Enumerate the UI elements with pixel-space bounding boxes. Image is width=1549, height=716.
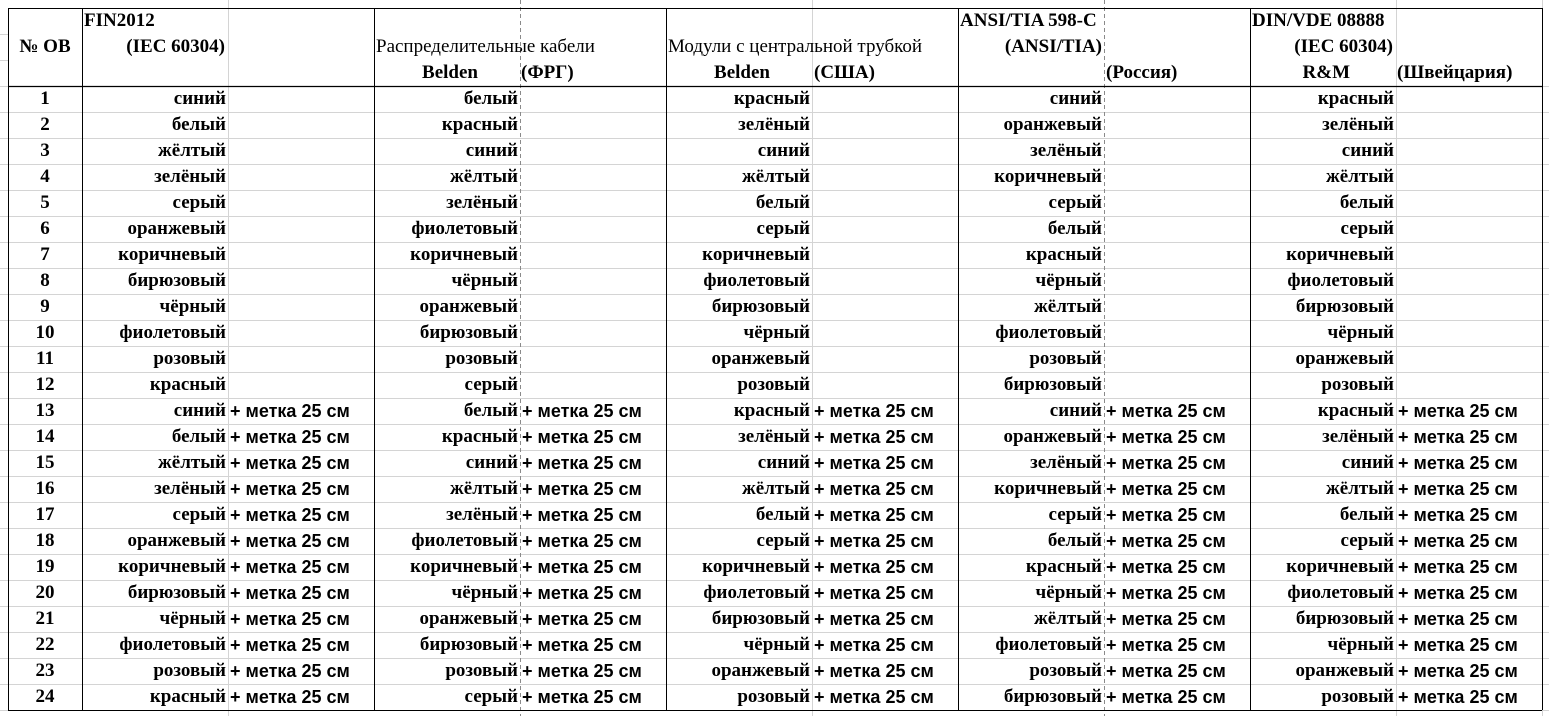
mark-25cm: + метка 25 см [1398, 531, 1518, 551]
fiber-color: чёрный [159, 296, 226, 317]
fiber-color: белый [1339, 504, 1394, 525]
fiber-color: серый [1048, 504, 1102, 525]
fiber-color: розовый [1321, 686, 1394, 707]
mark-25cm: + метка 25 см [814, 453, 934, 473]
fiber-color: бирюзовый [1295, 608, 1394, 629]
fiber-color: синий [173, 88, 226, 109]
fiber-color: синий [465, 452, 518, 473]
fiber-color: фиолетовый [411, 218, 518, 239]
fiber-color: чёрный [743, 322, 810, 343]
mark-25cm: + метка 25 см [230, 583, 350, 603]
fiber-color: жёлтый [1034, 296, 1102, 317]
fiber-color: оранжевый [711, 660, 810, 681]
fiber-color: розовый [737, 374, 810, 395]
header-din-vde: DIN/VDE 08888 [1252, 10, 1385, 31]
fiber-color: жёлтый [450, 166, 518, 187]
mark-25cm: + метка 25 см [522, 531, 642, 551]
mark-25cm: + метка 25 см [522, 635, 642, 655]
fiber-color: жёлтый [742, 478, 810, 499]
mark-25cm: + метка 25 см [230, 609, 350, 629]
fiber-number: 9 [40, 296, 50, 317]
fiber-number: 16 [35, 478, 55, 499]
mark-25cm: + метка 25 см [814, 531, 934, 551]
header-fin2012-standard: (IEC 60304) [126, 36, 225, 57]
mark-25cm: + метка 25 см [1398, 661, 1518, 681]
mark-25cm: + метка 25 см [1106, 609, 1226, 629]
fiber-color: чёрный [451, 270, 518, 291]
mark-25cm: + метка 25 см [230, 401, 350, 421]
mark-25cm: + метка 25 см [814, 583, 934, 603]
mark-25cm: + метка 25 см [1106, 401, 1226, 421]
fiber-color: красный [1025, 244, 1102, 265]
mark-25cm: + метка 25 см [814, 505, 934, 525]
mark-25cm: + метка 25 см [1398, 687, 1518, 707]
mark-25cm: + метка 25 см [230, 505, 350, 525]
header-ansi-tia: (ANSI/TIA) [1004, 36, 1102, 57]
fiber-color: чёрный [1327, 634, 1394, 655]
fiber-color: зелёный [446, 192, 518, 213]
fiber-color: коричневый [1286, 556, 1394, 577]
fiber-color: розовый [1029, 348, 1102, 369]
fiber-color: чёрный [1327, 322, 1394, 343]
fiber-number: 10 [35, 322, 55, 343]
fiber-color: чёрный [743, 634, 810, 655]
fiber-color: серый [172, 504, 226, 525]
fiber-number: 4 [40, 166, 50, 187]
fiber-color: оранжевый [1295, 348, 1394, 369]
fiber-number: 17 [35, 504, 55, 525]
fiber-color: жёлтый [158, 140, 226, 161]
fiber-number: 1 [40, 88, 50, 109]
fiber-color: чёрный [1035, 270, 1102, 291]
mark-25cm: + метка 25 см [1106, 583, 1226, 603]
header-belden-2: Belden [714, 62, 770, 83]
mark-25cm: + метка 25 см [230, 479, 350, 499]
fiber-color: белый [755, 192, 810, 213]
fiber-color: розовый [1029, 660, 1102, 681]
header-central-tube-modules: Модули с центральной трубкой [668, 36, 923, 57]
mark-25cm: + метка 25 см [1106, 661, 1226, 681]
fiber-color: коричневый [410, 556, 518, 577]
header-distribution-cables: Распределительные кабели [376, 36, 595, 57]
mark-25cm: + метка 25 см [1398, 453, 1518, 473]
fiber-color: жёлтый [1326, 166, 1394, 187]
mark-25cm: + метка 25 см [230, 531, 350, 551]
fiber-color: серый [756, 218, 810, 239]
fiber-color: красный [733, 400, 810, 421]
fiber-color: оранжевый [1295, 660, 1394, 681]
fiber-number: 12 [35, 374, 55, 395]
mark-25cm: + метка 25 см [1398, 427, 1518, 447]
fiber-number: 7 [40, 244, 50, 265]
mark-25cm: + метка 25 см [522, 505, 642, 525]
fiber-color: синий [757, 140, 810, 161]
mark-25cm: + метка 25 см [230, 687, 350, 707]
fiber-color: серый [1340, 218, 1394, 239]
fiber-color: розовый [153, 660, 226, 681]
fiber-color: бирюзовый [127, 582, 226, 603]
fiber-color: зелёный [1322, 426, 1394, 447]
fiber-color: фиолетовый [1287, 582, 1394, 603]
mark-25cm: + метка 25 см [522, 427, 642, 447]
header-ansi-tia-598c: ANSI/TIA 598-C [960, 10, 1097, 31]
fiber-color: зелёный [446, 504, 518, 525]
fiber-color: белый [1047, 530, 1102, 551]
fiber-color: красный [149, 686, 226, 707]
fiber-color: бирюзовый [1003, 686, 1102, 707]
fiber-color: красный [1317, 88, 1394, 109]
fiber-color: розовый [153, 348, 226, 369]
fiber-color: коричневый [702, 244, 810, 265]
fiber-color: зелёный [1322, 114, 1394, 135]
fiber-number: 3 [40, 140, 50, 161]
header-russia: (Россия) [1106, 62, 1178, 83]
fiber-color: розовый [445, 660, 518, 681]
fiber-color: зелёный [738, 426, 810, 447]
mark-25cm: + метка 25 см [814, 609, 934, 629]
fiber-color: бирюзовый [711, 296, 810, 317]
mark-25cm: + метка 25 см [1106, 427, 1226, 447]
mark-25cm: + метка 25 см [814, 661, 934, 681]
fiber-number: 14 [35, 426, 55, 447]
fiber-color: коричневый [410, 244, 518, 265]
fiber-color: зелёный [154, 166, 226, 187]
fiber-number: 6 [40, 218, 50, 239]
fiber-color: синий [173, 400, 226, 421]
fiber-color: оранжевый [1003, 426, 1102, 447]
fiber-color: синий [465, 140, 518, 161]
fiber-color: зелёный [1030, 452, 1102, 473]
fiber-color: синий [1049, 400, 1102, 421]
fiber-color: оранжевый [419, 296, 518, 317]
fiber-color: фиолетовый [1287, 270, 1394, 291]
fiber-color: серый [1048, 192, 1102, 213]
fiber-color: красный [441, 114, 518, 135]
fiber-color: жёлтый [450, 478, 518, 499]
mark-25cm: + метка 25 см [522, 609, 642, 629]
fiber-color: коричневый [118, 244, 226, 265]
fiber-number: 19 [35, 556, 55, 577]
mark-25cm: + метка 25 см [230, 635, 350, 655]
fiber-color: бирюзовый [419, 634, 518, 655]
header-din-standard: (IEC 60304) [1294, 36, 1393, 57]
header-no-label: № ОВ [19, 36, 71, 57]
fiber-color: синий [1049, 88, 1102, 109]
header-usa: (США) [814, 62, 875, 83]
mark-25cm: + метка 25 см [814, 479, 934, 499]
fiber-color: синий [757, 452, 810, 473]
mark-25cm: + метка 25 см [230, 661, 350, 681]
fiber-color: коричневый [118, 556, 226, 577]
header-frg: (ФРГ) [521, 62, 574, 83]
fiber-number: 11 [36, 348, 54, 369]
mark-25cm: + метка 25 см [1106, 635, 1226, 655]
fiber-color: серый [464, 374, 518, 395]
mark-25cm: + метка 25 см [1106, 557, 1226, 577]
mark-25cm: + метка 25 см [230, 557, 350, 577]
fiber-color: белый [1047, 218, 1102, 239]
mark-25cm: + метка 25 см [1398, 609, 1518, 629]
mark-25cm: + метка 25 см [814, 687, 934, 707]
mark-25cm: + метка 25 см [1106, 505, 1226, 525]
fiber-color: синий [1341, 452, 1394, 473]
fiber-color: чёрный [1035, 582, 1102, 603]
fiber-color: зелёный [738, 114, 810, 135]
fiber-color: чёрный [159, 608, 226, 629]
fiber-color: фиолетовый [119, 634, 226, 655]
mark-25cm: + метка 25 см [522, 687, 642, 707]
header-belden-1: Belden [422, 62, 478, 83]
fiber-color: оранжевый [711, 348, 810, 369]
fiber-color: красный [1025, 556, 1102, 577]
fiber-number: 5 [40, 192, 50, 213]
fiber-color: серый [172, 192, 226, 213]
fiber-color: жёлтый [158, 452, 226, 473]
fiber-number: 15 [35, 452, 55, 473]
fiber-color: розовый [1321, 374, 1394, 395]
fiber-number: 23 [35, 660, 55, 681]
fiber-color: серый [464, 686, 518, 707]
fiber-number: 18 [35, 530, 55, 551]
fiber-color: красный [733, 88, 810, 109]
mark-25cm: + метка 25 см [1398, 479, 1518, 499]
fiber-color: белый [463, 88, 518, 109]
mark-25cm: + метка 25 см [1398, 635, 1518, 655]
fiber-color: розовый [445, 348, 518, 369]
fiber-color: зелёный [154, 478, 226, 499]
mark-25cm: + метка 25 см [230, 427, 350, 447]
fiber-color: фиолетовый [995, 634, 1102, 655]
fiber-color: серый [1340, 530, 1394, 551]
header-fin2012: FIN2012 [84, 10, 155, 31]
mark-25cm: + метка 25 см [814, 401, 934, 421]
fiber-number: 22 [35, 634, 55, 655]
fiber-color: синий [1341, 140, 1394, 161]
fiber-color: коричневый [994, 166, 1102, 187]
mark-25cm: + метка 25 см [814, 557, 934, 577]
fiber-color: оранжевый [419, 608, 518, 629]
mark-25cm: + метка 25 см [814, 427, 934, 447]
mark-25cm: + метка 25 см [814, 635, 934, 655]
fiber-number: 21 [35, 608, 55, 629]
fiber-number: 2 [40, 114, 50, 135]
mark-25cm: + метка 25 см [1398, 401, 1518, 421]
fiber-color: бирюзовый [1003, 374, 1102, 395]
fiber-color: фиолетовый [411, 530, 518, 551]
fiber-color: бирюзовый [1295, 296, 1394, 317]
fiber-color: серый [756, 530, 810, 551]
fiber-color: белый [755, 504, 810, 525]
fiber-color: оранжевый [1003, 114, 1102, 135]
mark-25cm: + метка 25 см [1106, 479, 1226, 499]
fiber-color: белый [171, 114, 226, 135]
fiber-color: бирюзовый [419, 322, 518, 343]
mark-25cm: + метка 25 см [522, 661, 642, 681]
fiber-number: 24 [35, 686, 55, 707]
fiber-color: жёлтый [742, 166, 810, 187]
fiber-color: фиолетовый [703, 270, 810, 291]
fiber-color: оранжевый [127, 218, 226, 239]
fiber-color: белый [171, 426, 226, 447]
mark-25cm: + метка 25 см [522, 401, 642, 421]
fiber-color: белый [463, 400, 518, 421]
fiber-color: бирюзовый [127, 270, 226, 291]
fiber-number: 8 [40, 270, 50, 291]
header-rm: R&M [1302, 62, 1350, 83]
fiber-color: фиолетовый [703, 582, 810, 603]
fiber-color: коричневый [1286, 244, 1394, 265]
mark-25cm: + метка 25 см [1398, 557, 1518, 577]
fiber-color: жёлтый [1034, 608, 1102, 629]
mark-25cm: + метка 25 см [1106, 453, 1226, 473]
fiber-color: фиолетовый [995, 322, 1102, 343]
fiber-number: 13 [35, 400, 55, 421]
fiber-color: красный [1317, 400, 1394, 421]
mark-25cm: + метка 25 см [522, 557, 642, 577]
fiber-color: коричневый [994, 478, 1102, 499]
header-switzerland: (Швейцария) [1397, 62, 1513, 83]
mark-25cm: + метка 25 см [1398, 583, 1518, 603]
fiber-color: красный [441, 426, 518, 447]
fiber-color: чёрный [451, 582, 518, 603]
fiber-color: белый [1339, 192, 1394, 213]
mark-25cm: + метка 25 см [522, 583, 642, 603]
mark-25cm: + метка 25 см [230, 453, 350, 473]
fiber-color: фиолетовый [119, 322, 226, 343]
fiber-color: красный [149, 374, 226, 395]
fiber-color: бирюзовый [711, 608, 810, 629]
mark-25cm: + метка 25 см [1106, 687, 1226, 707]
fiber-color: зелёный [1030, 140, 1102, 161]
mark-25cm: + метка 25 см [522, 453, 642, 473]
mark-25cm: + метка 25 см [522, 479, 642, 499]
fiber-color: жёлтый [1326, 478, 1394, 499]
mark-25cm: + метка 25 см [1398, 505, 1518, 525]
mark-25cm: + метка 25 см [1106, 531, 1226, 551]
fiber-color: коричневый [702, 556, 810, 577]
fiber-number: 20 [35, 582, 55, 603]
fiber-color: оранжевый [127, 530, 226, 551]
fiber-color: розовый [737, 686, 810, 707]
